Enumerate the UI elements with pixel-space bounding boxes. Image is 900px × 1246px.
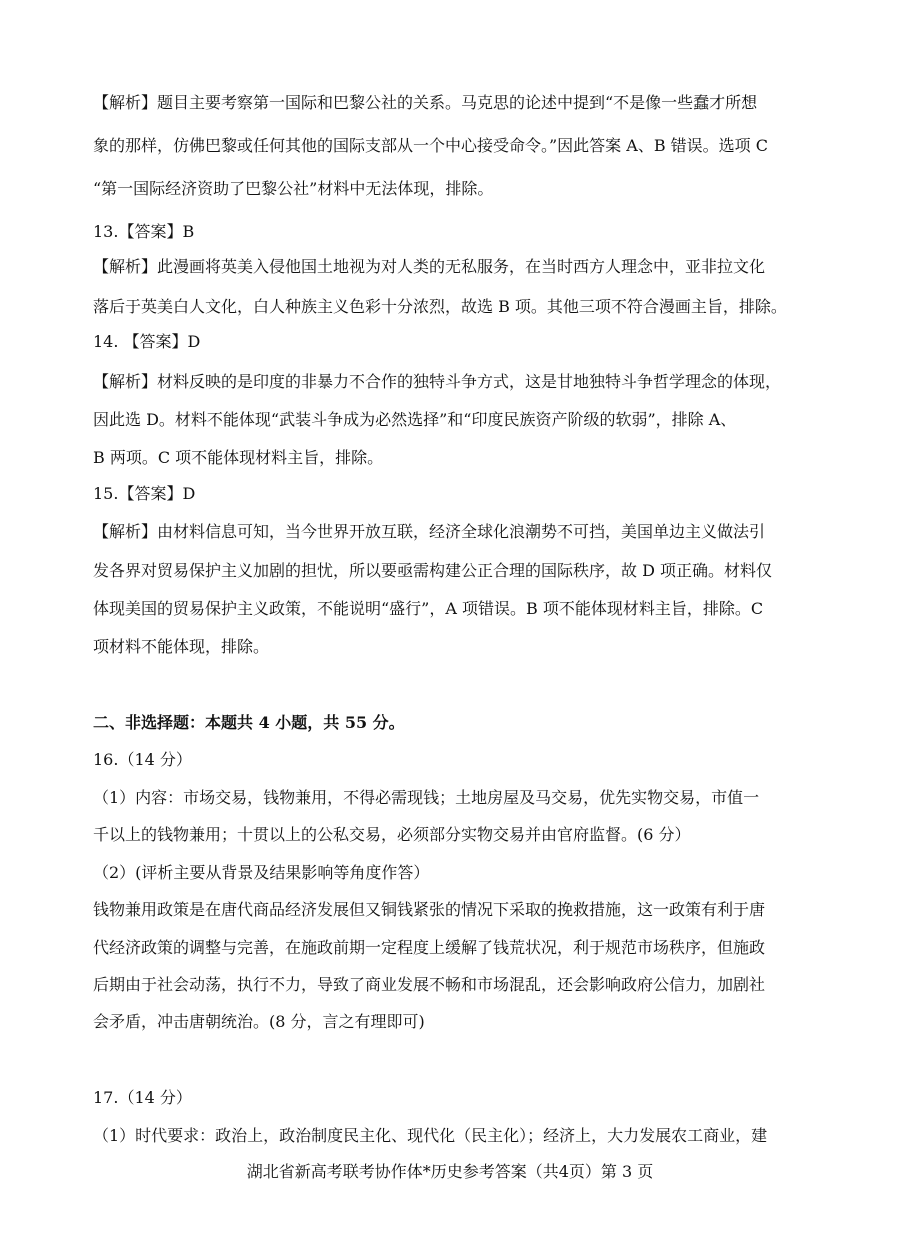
- text-line: 【解析】题目主要考察第一国际和巴黎公社的关系。马克思的论述中提到“不是像一些蠢才所想: [93, 93, 758, 112]
- text-line: 代经济政策的调整与完善，在施政前期一定程度上缓解了钱荒状况，利于规范市场秩序，但施政: [93, 938, 766, 957]
- text-line: 【解析】此漫画将英美入侵他国土地视为对人类的无私服务，在当时西方人理念中，亚非拉文化: [93, 257, 766, 276]
- text-line: 发各界对贸易保护主义加剧的担忧，所以要亟需构建公正合理的国际秩序，故 D 项正确。材料仅: [93, 561, 773, 580]
- text-line: （1）内容：市场交易，钱物兼用，不得必需现钱；土地房屋及马交易，优先实物交易，市值一: [93, 788, 760, 807]
- text-line: （1）时代要求：政治上，政治制度民主化、现代化（民主化）；经济上，大力发展农工商业，建: [93, 1126, 768, 1145]
- answer-14: 14. 【答案】D: [93, 332, 201, 351]
- section-heading: 二、非选择题：本题共 4 小题，共 55 分。: [93, 713, 405, 732]
- question-16-header: 16.（14 分）: [93, 750, 192, 769]
- question-17-header: 17.（14 分）: [93, 1088, 192, 1107]
- text-line: 【解析】由材料信息可知，当今世界开放互联，经济全球化浪潮势不可挡，美国单边主义做法引: [93, 522, 766, 541]
- text-line: 因此选 D。材料不能体现“武装斗争成为必然选择”和“印度民族资产阶级的软弱”，排除 A、: [93, 410, 737, 429]
- text-line: B 两项。C 项不能体现材料主旨，排除。: [93, 448, 384, 467]
- text-line: 项材料不能体现，排除。: [93, 637, 270, 656]
- text-line: 千以上的钱物兼用；十贯以上的公私交易，必须部分实物交易并由官府监督。(6 分）: [93, 825, 691, 844]
- text-line: （2）(评析主要从背景及结果影响等角度作答）: [93, 863, 430, 882]
- text-line: “第一国际经济资助了巴黎公社”材料中无法体现，排除。: [93, 179, 494, 198]
- text-line: 钱物兼用政策是在唐代商品经济发展但又铜钱紧张的情况下采取的挽救措施，这一政策有利于唐: [93, 900, 766, 919]
- text-line: 【解析】材料反映的是印度的非暴力不合作的独特斗争方式，这是甘地独特斗争哲学理念的体现，: [93, 372, 782, 391]
- answer-13: 13.【答案】B: [93, 222, 195, 241]
- text-line: 后期由于社会动荡，执行不力，导致了商业发展不畅和市场混乱，还会影响政府公信力，加剧社: [93, 975, 766, 994]
- text-line: 体现美国的贸易保护主义政策，不能说明“盛行”，A 项错误。B 项不能体现材料主旨，排除。C: [93, 599, 764, 618]
- answer-15: 15.【答案】D: [93, 484, 196, 503]
- text-line: 会矛盾，冲击唐朝统治。(8 分，言之有理即可): [93, 1012, 425, 1031]
- text-line: 落后于英美白人文化，白人种族主义色彩十分浓烈，故选 B 项。其他三项不符合漫画主旨，排除。: [93, 297, 787, 316]
- text-line: 象的那样，仿佛巴黎或任何其他的国际支部从一个中心接受命令。”因此答案 A、B 错误。选项 C: [93, 136, 768, 155]
- page-footer: 湖北省新高考联考协作体*历史参考答案（共4页）第 3 页: [246, 1162, 654, 1181]
